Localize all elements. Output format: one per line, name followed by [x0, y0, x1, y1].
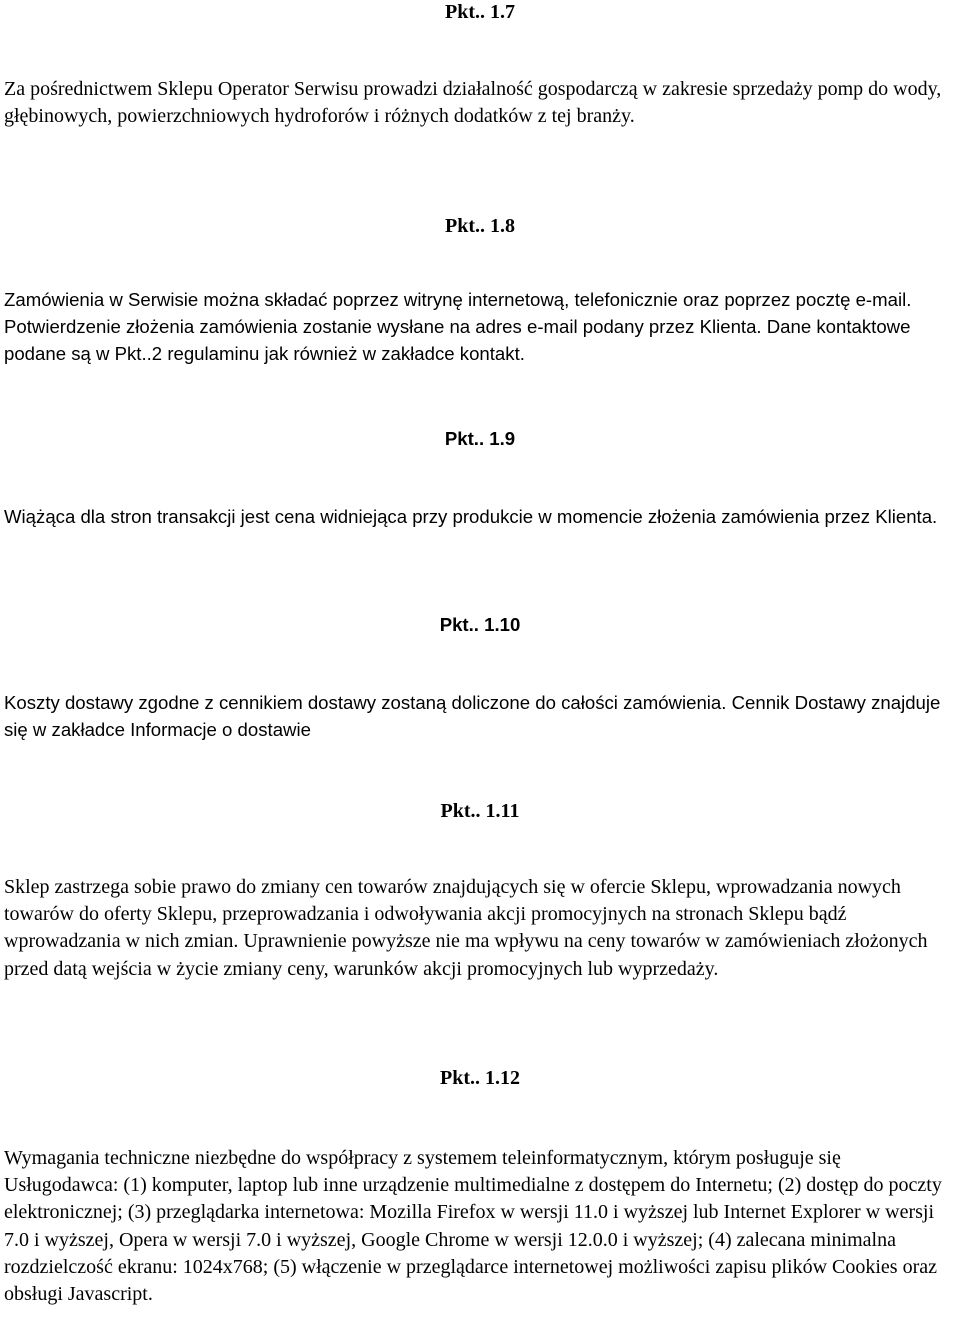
section-heading-1-11: Pkt.. 1.11	[440, 800, 520, 822]
section-heading-1-10: Pkt.. 1.10	[439, 614, 521, 635]
section-heading-1-7: Pkt.. 1.7	[445, 1, 515, 23]
section-text-1-9: Wiążąca dla stron transakcji jest cena widniejąca przy produkcie w momencie złożenia zamówienia przez Klienta.	[4, 506, 938, 527]
section-text-1-7: Za pośrednictwem Sklepu Operator Serwisu prowadzi działalność gospodarczą w zakresie sprzedaży pomp do wody, głębinowych, powierzchniowych hydroforów i różnych dodatków z tej branży.	[4, 78, 942, 128]
section-heading-1-9: Pkt.. 1.9	[444, 428, 516, 449]
section-text-1-8: Zamówienia w Serwisie można składać poprzez witrynę internetową, telefonicznie oraz poprzez pocztę e-mail. Potwierdzenie złożenia zamówienia zostanie wysłane na adres e-mail podany przez Klienta. Dane kontaktowe podane są w Pkt..2 regulaminu jak również w zakładce kontakt.	[4, 289, 912, 365]
section-heading-1-8: Pkt.. 1.8	[445, 215, 515, 237]
section-text-1-11: Sklep zastrzega sobie prawo do zmiany cen towarów znajdujących się w ofercie Sklepu, wprowadzania nowych towarów do oferty Sklepu, przeprowadzania i odwoływania akcji promocyjnych na stronach Sklepu bądź wprowadzania w nich zmian. Uprawnienie powyższe nie ma wpływu na ceny towarów w zamówieniach złożonych przed datą wejścia w życie zmiany ceny, warunków akcji promocyjnych lub wyprzedaży.	[4, 876, 928, 980]
section-text-1-12: Wymagania techniczne niezbędne do współpracy z systemem teleinformatycznym, którym posługuje się Usługodawca: (1) komputer, laptop lub inne urządzenie multimedialne z dostępem do Internetu; (2) dostęp do poczty elektronicznej; (3) przeglądarka internetowa: Mozilla Firefox w wersji 11.0 i wyższej lub Internet Explorer w wersji 7.0 i wyższej, Opera w wersji 7.0 i wyższej, Google Chrome w wersji 12.0.0 i wyższej; (4) zalecana minimalna rozdzielczość ekranu: 1024x768; (5) włączenie w przeglądarce internetowej możliwości zapisu plików Cookies oraz obsługi Javascript.	[4, 1147, 942, 1306]
section-text-1-10: Koszty dostawy zgodne z cennikiem dostawy zostaną doliczone do całości zamówienia. Cennik Dostawy znajduje się w zakładce Informacje o dostawie	[4, 692, 941, 741]
section-heading-1-12: Pkt.. 1.12	[440, 1067, 520, 1089]
